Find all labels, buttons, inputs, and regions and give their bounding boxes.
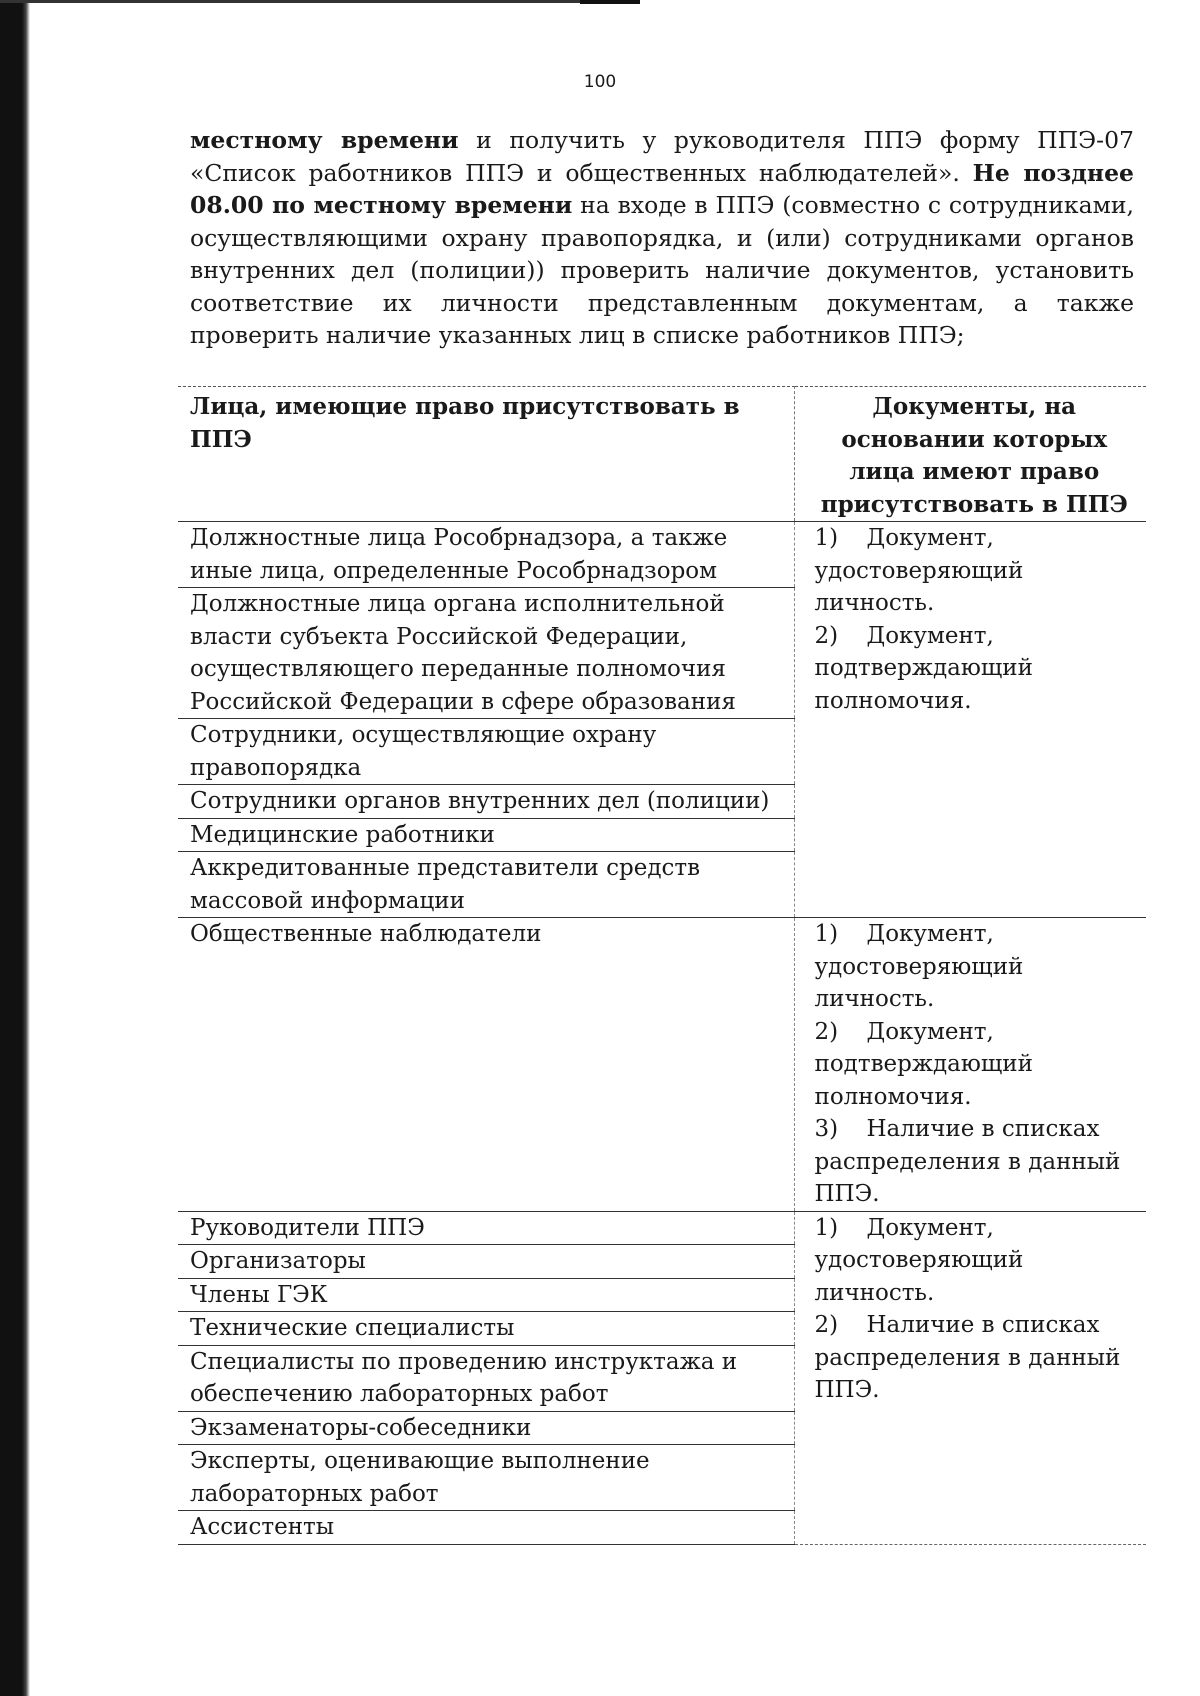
document-item-text: Документ, подтверждающий полномочия. [814,1018,1033,1110]
document-item-number: 3) [814,1116,839,1142]
document-item [815,1113,1141,1211]
document-item-number: 1) [814,921,839,947]
document-item-text: Наличие в списках распределения в данный ППЭ. [814,1312,1121,1403]
page-number: 100 [583,72,617,92]
document-item [815,522,1141,620]
document-item-number: 1) [814,525,839,551]
table-row [178,1211,1146,1245]
person-cell: Организаторы [178,1245,794,1279]
document-item-text: Документ, удостоверяющий личность. [814,1214,1024,1306]
document-item-number: 1) [814,1214,839,1241]
document-item [815,1212,1141,1310]
table-row [178,918,1146,1212]
person-cell: Должностные лица органа исполнительной власти субъекта Российской Федерации, осуществляющего переданные полномочия Российской Федерации в сфере образования [178,588,794,719]
document-item-number: 2) [814,1312,839,1338]
person-cell: Члены ГЭК [178,1278,794,1312]
person-cell: Эксперты, оценивающие выполнение лабораторных работ [178,1445,794,1511]
person-cell: Экзаменаторы-собеседники [178,1411,794,1445]
documents-cell [794,1211,1146,1544]
person-cell: Аккредитованные представители средств массовой информации [178,852,794,918]
documents-cell [794,522,1146,918]
intro-bold-1: местному времени [190,126,459,154]
person-cell: Сотрудники, осуществляющие охрану правопорядка [178,719,794,785]
scan-edge-top [0,0,640,3]
table-row [178,522,1146,588]
intro-bold-2: Не позднее 08.00 по местному времени [190,158,1134,219]
document-item [815,918,1141,1016]
table-body [178,522,1146,1545]
intro-text-1: и получить у руководителя ППЭ форму ППЭ-07 «Список работников ППЭ и общественных наблюдателей». [190,126,1134,187]
header-documents: Документы, на основании которых лица имеют право присутствовать в ППЭ [794,387,1146,522]
document-item [815,1016,1141,1114]
intro-text-2: на входе в ППЭ (совместно с сотрудниками, осуществляющими охрану правопорядка, и (или) сотрудниками органов внутренних дел (полиции)) проверить наличие документов, установить соответствие их личности представленным документам, а также проверить наличие указанных лиц в списке работников ППЭ; [190,191,1134,349]
document-item-text: Документ, удостоверяющий личность. [814,921,1024,1012]
document-item-text: Наличие в списках распределения в данный ППЭ. [814,1116,1121,1207]
header-persons: Лица, имеющие право присутствовать в ППЭ [178,387,794,522]
scan-edge-top-mark [580,0,640,4]
person-cell: Сотрудники органов внутренних дел (полиции) [178,785,794,819]
document-item-text: Документ, удостоверяющий личность. [814,525,1024,616]
document-item-number: 2) [814,622,839,649]
person-cell: Должностные лица Рособрнадзора, а также иные лица, определенные Рособрнадзором [178,522,794,588]
document-item-number: 2) [814,1018,839,1045]
document-item [815,620,1141,718]
document-item [815,1309,1141,1407]
scan-edge [0,0,30,1696]
person-cell: Руководители ППЭ [178,1211,794,1245]
person-cell: Специалисты по проведению инструктажа и обеспечению лабораторных работ [178,1345,794,1411]
person-cell: Медицинские работники [178,818,794,852]
access-documents-table [178,386,1146,1545]
table-header-row [178,387,1146,522]
intro-paragraph [190,124,1134,352]
person-cell: Технические специалисты [178,1312,794,1346]
documents-cell [794,918,1146,1212]
document-item-text: Документ, подтверждающий полномочия. [814,622,1033,714]
person-cell: Общественные наблюдатели [178,918,794,1212]
person-cell: Ассистенты [178,1511,794,1545]
